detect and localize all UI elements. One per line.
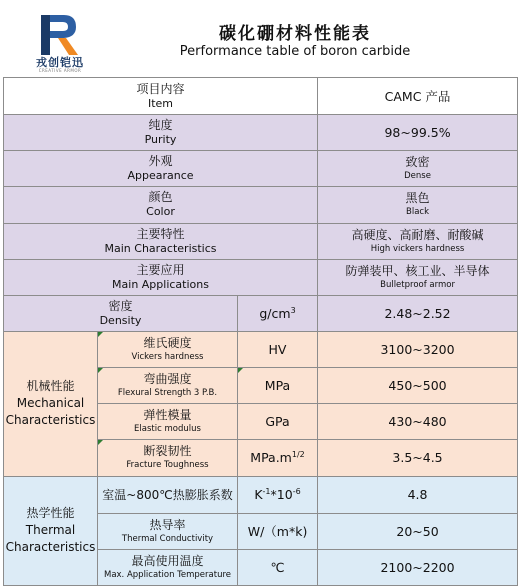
group-name-en: Characteristics [5,540,96,555]
property-cell [4,115,318,151]
table-row [4,151,518,187]
group-name-cn: 机械性能 [26,379,75,394]
unit-text: MPa.m [250,450,292,466]
property-cell [4,151,318,187]
value-cn: 防弹装甲、核工业、半导体 [345,263,490,278]
property-cell [98,549,238,585]
property-name-en: Flexural Strength 3 P.B. [117,388,218,399]
property-name-cn: 维氏硬度 [143,336,192,351]
property-name-cn: 纯度 [148,118,173,133]
item-header-en: Item [147,96,174,110]
table-row [4,187,518,223]
unit-superscript: -1 [262,487,271,497]
unit-cell: MPa [238,368,318,404]
property-name-en: Main Applications [112,277,209,291]
group-name-en: Characteristics [5,413,96,428]
property-name-cn: 密度 [108,298,133,313]
property-name-cn: 主要应用 [136,262,185,277]
table-row [4,223,518,259]
performance-table [3,77,518,586]
company-logo-icon [38,13,82,57]
unit-text: K [254,487,263,503]
property-name-cn: 弯曲强度 [143,372,192,387]
property-cell [98,476,238,513]
property-name-en: Appearance [127,169,194,183]
value-en: Bulletproof armor [380,279,455,290]
value-cell: 2100~2200 [318,549,518,585]
value-cell [318,259,518,295]
property-name-cn: 热导率 [149,517,186,532]
value-cell: 3.5~4.5 [318,440,518,476]
value-en: Black [406,207,430,218]
property-name-cn: 最高使用温度 [131,553,204,568]
property-name-cn: 断裂韧性 [143,444,192,459]
unit-cell [238,440,318,476]
unit-superscript: -6 [292,487,301,497]
unit-text: g/cm [259,305,291,321]
value-cell [318,151,518,187]
property-cell [98,404,238,440]
value-cell: 430~480 [318,404,518,440]
unit-superscript: 3 [290,305,296,315]
property-name-en: Color [146,205,175,219]
item-header-cell [4,78,318,115]
property-name-en: Elastic modulus [134,424,201,435]
property-name-en: Fracture Toughness [126,460,209,471]
property-cell [4,259,318,295]
value-cn: 黑色 [405,191,430,206]
property-cell [4,295,238,331]
table-row [4,259,518,295]
property-name-cn: 颜色 [148,190,173,205]
property-cell [98,368,238,404]
page-title-cn: 碳化硼材料性能表 [219,24,371,44]
group-cell-mechanical [4,331,98,476]
unit-text: *10 [270,487,293,503]
property-name-en: Vickers hardness [131,352,204,363]
property-name-cn: 弹性模量 [143,408,192,423]
unit-cell [238,476,318,513]
value-en: Dense [404,171,431,182]
table-header-row [4,78,518,115]
logo-text-en: CREATIVE ARMOR [38,68,82,73]
table-row [4,476,518,513]
value-cell: 3100~3200 [318,331,518,367]
property-cell [4,223,318,259]
property-name-en: Density [99,313,142,327]
property-cell [4,187,318,223]
value-en: High vickers hardness [370,243,465,254]
unit-cell: W/（m*k) [238,513,318,549]
property-name-en: Max. Application Temperature [103,569,231,580]
density-row [4,295,518,331]
group-name-cn: 热学性能 [26,506,75,521]
group-cell-thermal [4,476,98,585]
value-cn: 致密 [405,155,430,170]
value-cell: 2.48~2.52 [318,295,518,331]
value-cell: 4.8 [318,476,518,513]
value-cell: 20~50 [318,513,518,549]
property-name-en: Thermal Conductivity [121,533,214,544]
property-name-cn: 室温~800℃热膨胀系数 [102,487,233,502]
product-header-cell: CAMC 产品 [318,78,518,115]
table-row [4,331,518,367]
group-name-en: Mechanical [16,396,85,411]
value-cn: 高硬度、高耐磨、耐酸碱 [351,227,484,242]
page-header [0,0,520,78]
property-cell [98,331,238,367]
property-cell [98,513,238,549]
value-cell: 450~500 [318,368,518,404]
property-name-en: Main Characteristics [104,241,217,255]
page-title-en: Performance table of boron carbide [179,44,411,59]
property-cell [98,440,238,476]
group-name-en: Thermal [25,523,76,538]
item-header-cn: 项目内容 [136,81,185,96]
table-row [4,115,518,151]
unit-cell: ℃ [238,549,318,585]
logo-text-cn: 戎创铠迅 [36,56,84,69]
value-cell: 98~99.5% [318,115,518,151]
property-name-en: Purity [144,133,177,147]
unit-cell [238,295,318,331]
value-cell [318,187,518,223]
value-cell [318,223,518,259]
unit-cell: GPa [238,404,318,440]
property-name-cn: 主要特性 [136,226,185,241]
unit-superscript: 1/2 [291,450,305,460]
property-name-cn: 外观 [148,154,173,169]
unit-cell: HV [238,331,318,367]
